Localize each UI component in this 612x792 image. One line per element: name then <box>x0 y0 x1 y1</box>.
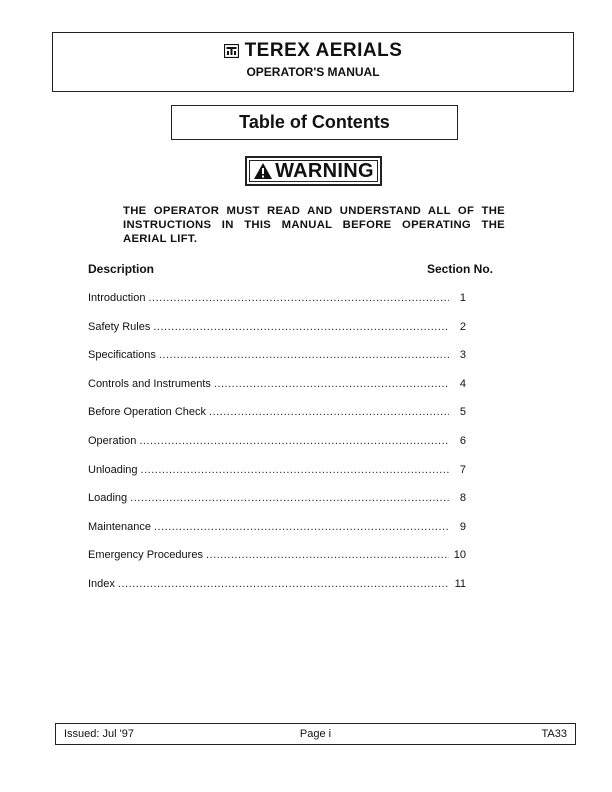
dot-leader <box>154 521 449 533</box>
toc-entry[interactable] <box>88 549 466 578</box>
toc-entry[interactable] <box>88 406 466 435</box>
toc-entry-label: Specifications <box>88 349 156 362</box>
warning-notice: THE OPERATOR MUST READ AND UNDERSTAND ALL OF THE INSTRUCTIONS IN THIS MANUAL BEFORE OPERATING THE AERIAL LIFT. <box>123 205 505 245</box>
toc-entry-section: 7 <box>459 463 466 476</box>
dot-leader <box>214 378 449 390</box>
page-title: Table of Contents <box>171 105 458 140</box>
warning-label: WARNING <box>275 159 374 182</box>
document-header <box>52 32 574 92</box>
toc-entry[interactable] <box>88 435 466 464</box>
page-footer <box>55 723 576 745</box>
manual-subtitle: OPERATOR'S MANUAL <box>246 65 380 79</box>
toc-entry-label: Index <box>88 577 115 590</box>
toc-entry[interactable] <box>88 492 466 521</box>
dot-leader <box>141 464 449 476</box>
toc-entry[interactable] <box>88 578 466 607</box>
toc-entry-section: 2 <box>459 320 466 333</box>
warning-banner <box>245 156 382 186</box>
page-number: Page i <box>299 728 332 740</box>
dot-leader <box>153 321 449 333</box>
toc-list <box>88 292 466 607</box>
toc-entry-section: 6 <box>459 434 466 447</box>
dot-leader <box>130 492 449 504</box>
toc-entry-label: Emergency Procedures <box>88 549 203 562</box>
toc-entry-section: 10 <box>453 549 466 562</box>
toc-entry-section: 9 <box>459 520 466 533</box>
toc-entry-label: Before Operation Check <box>88 406 207 419</box>
toc-entry-section: 5 <box>459 406 466 419</box>
toc-entry-section: 8 <box>459 492 466 505</box>
toc-entry[interactable] <box>88 349 466 378</box>
warning-triangle-icon <box>253 162 273 180</box>
dot-leader <box>139 435 449 447</box>
brand-title <box>53 40 573 62</box>
brand-name: TEREX AERIALS <box>244 40 403 61</box>
column-header-description: Description <box>88 262 155 276</box>
toc-entry-label: Introduction <box>88 292 146 304</box>
toc-entry[interactable] <box>88 321 466 350</box>
toc-entry-label: Maintenance <box>88 520 151 533</box>
terex-logo-icon <box>224 44 239 58</box>
toc-entry-section: 4 <box>459 377 466 390</box>
toc-entry[interactable] <box>88 292 466 321</box>
dot-leader <box>118 578 449 590</box>
toc-entry[interactable] <box>88 378 466 407</box>
dot-leader <box>148 292 449 304</box>
dot-leader <box>209 406 449 418</box>
toc-entry[interactable] <box>88 464 466 493</box>
toc-entry[interactable] <box>88 521 466 550</box>
dot-leader <box>206 549 449 561</box>
toc-entry-section: 11 <box>454 577 466 590</box>
toc-entry-label: Loading <box>88 492 128 505</box>
toc-entry-section: 1 <box>459 292 466 304</box>
dot-leader <box>159 349 449 361</box>
toc-entry-label: Safety Rules <box>88 320 151 333</box>
issued-date: Issued: Jul '97 <box>64 728 134 740</box>
column-header-section: Section No. <box>427 262 494 276</box>
toc-entry-label: Operation <box>88 434 137 447</box>
document-code: TA33 <box>541 728 567 740</box>
toc-entry-section: 3 <box>459 349 466 362</box>
toc-entry-label: Unloading <box>88 463 138 476</box>
toc-entry-label: Controls and Instruments <box>88 377 211 390</box>
